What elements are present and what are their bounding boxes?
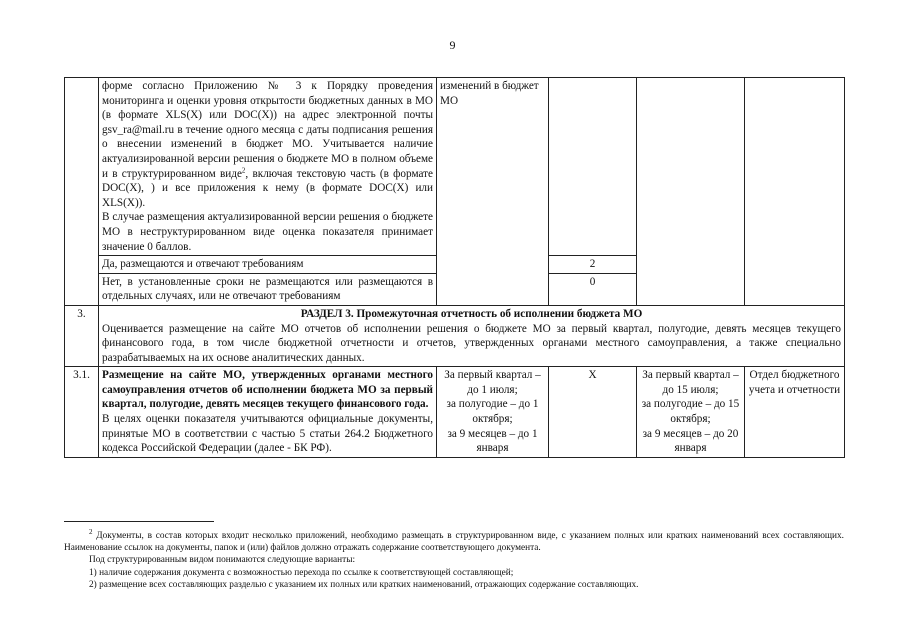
section-description: Оценивается размещение на сайте МО отчетов об исполнении решения о бюджете МО за первый квартал, полугодие, девять месяцев текущего финансового года, в том числе бюджетной отчетности и отчетов, утвержденных органами местного самоуправления, а также специально разрабатываемых на их основе аналитических данных. xyxy=(102,322,841,364)
footnote-line: Под структурированным видом понимаются следующие варианты: xyxy=(89,555,356,566)
option-no-score: 0 xyxy=(549,273,637,305)
footnotes xyxy=(64,527,844,591)
section-number: 3. xyxy=(65,305,99,366)
section-row xyxy=(65,305,845,366)
option-no-label: Нет, в установленные сроки не размещаются или размещаются в отдельных случаях, или не отвечают требованиям xyxy=(99,273,437,305)
section-title: РАЗДЕЛ 3. Промежуточная отчетность об исполнении бюджета МО xyxy=(300,307,643,320)
section-cell xyxy=(99,305,845,366)
deadline-cell: За первый квартал – до 1 июля; за полугодие – до 1 октября; за 9 месяцев – до 1 января xyxy=(437,367,549,458)
responsible-cell: Отдел бюджетного учета и отчетности xyxy=(745,367,845,458)
monitoring-cell: За первый квартал – до 15 июля; за полугодие – до 15 октября; за 9 месяцев – до 20 января xyxy=(637,367,745,458)
table-row xyxy=(65,367,845,458)
table-row xyxy=(65,78,845,256)
criterion-text: форме согласно Приложению № 3 к Порядку проведения мониторинга и оценки уровня открытости бюджетных данных в МО (в формате XLS(X) или DOC(X)) на адрес электронной почты gsv_ra@mail.ru в течение одного месяца с даты подписания решения о внесении изменений в бюджет МО. Учитывается наличие актуализированной версии решения о бюджете МО в полном объеме и в структурированном виде xyxy=(102,80,433,180)
option-yes-score: 2 xyxy=(549,256,637,274)
footnote-line: 1) наличие содержания документа с возможностью перехода по ссылке к соответствующей составляющей; xyxy=(89,567,514,578)
option-yes-label: Да, размещаются и отвечают требованиям xyxy=(99,256,437,274)
criterion-text-cell xyxy=(99,78,437,256)
criterion-cell xyxy=(99,367,437,458)
criterion-text-after: , включая текстовую часть (в формате DOC(X), ) и все приложения к нему (в формате DOC(X) или XLS(X)). xyxy=(102,167,433,209)
row-number: 3.1. xyxy=(65,367,99,458)
footnote-2: $^2$ Документы, в состав которых входит несколько приложений, необходимо размещать в структурированном виде, с указанием полных или кратких наименований всех составляющих. Наименование ссылок на документы, папок и (или) файлов должно отражать содержание соответствующего документа. xyxy=(64,527,844,554)
criterion-description: В целях оценки показателя учитываются официальные документы, принятые МО в соответствии с частью 5 статьи 264.2 Бюджетного кодекса Российской Федерации (далее - БК РФ). xyxy=(102,413,433,455)
deadline-cell: изменений в бюджет МО xyxy=(437,78,549,306)
criterion-text-2: В случае размещения актуализированной версии решения о бюджете МО в неструктурированном виде оценка показателя принимает значение 0 баллов. xyxy=(102,211,433,253)
page-number: 9 xyxy=(449,38,456,52)
score-cell: X xyxy=(549,367,637,458)
criteria-table xyxy=(64,77,845,458)
footnote-divider xyxy=(64,521,214,522)
footnote-line: 2) размещение всех составляющих разделью с указанием их полных или кратких наименований, отражающих содержание составляющих. xyxy=(89,579,639,590)
criterion-title: Размещение на сайте МО, утвержденных органами местного самоуправления отчетов об исполнении бюджета МО за первый квартал, полугодие, девять месяцев текущего финансового года. xyxy=(102,369,433,411)
footnote-ref: 2 xyxy=(241,165,246,174)
